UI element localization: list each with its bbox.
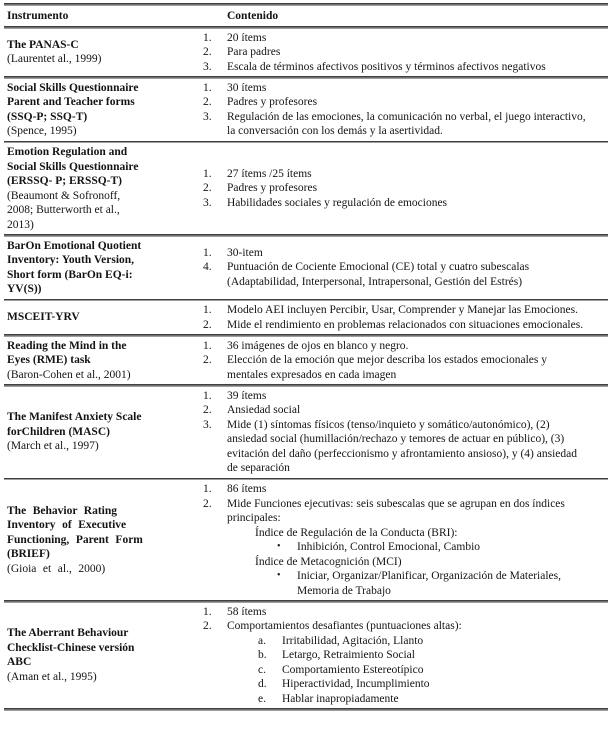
table-row xyxy=(4,29,608,77)
header-cell-contenido xyxy=(203,9,608,24)
content-item xyxy=(203,95,590,110)
sub-index-text: Índice de Metacognición (MCI) xyxy=(255,555,402,568)
sub-letter-marker: d. xyxy=(258,678,267,690)
instrument-name-line: MSCEIT-YRV xyxy=(7,311,80,324)
table-row xyxy=(4,480,608,600)
item-text: 27 ítems /25 ítems xyxy=(227,167,312,180)
table-row xyxy=(4,237,608,299)
instrument-name-line: Checklist-Chinese versión xyxy=(7,641,135,654)
instrument-cell xyxy=(4,504,203,577)
content-item xyxy=(203,60,590,75)
table-body xyxy=(4,26,608,711)
item-text: Mide Funciones ejecutivas: seis subescalas que se agrupan en dos índices principales: xyxy=(227,497,565,524)
sub-letter-marker: a. xyxy=(258,634,266,647)
sub-bullet-text: Inhibición, Control Emocional, Cambio xyxy=(297,541,481,553)
header-cell-instrumento xyxy=(4,9,203,24)
item-marker: 1. xyxy=(203,31,212,44)
item-text: 20 ítems xyxy=(227,31,267,44)
instrument-name-line: Social Skills Questionnaire xyxy=(7,81,139,94)
sub-letter-item xyxy=(258,663,590,678)
item-marker: 2. xyxy=(203,46,212,58)
instrument-cell xyxy=(4,38,203,67)
instrument-name-line: ABC xyxy=(7,656,32,669)
item-text: Regulación de las emociones, la comunicación no verbal, el juego interactivo, la conversación con los demás y la asertividad. xyxy=(227,110,586,137)
item-marker: 1. xyxy=(203,81,212,94)
content-cell xyxy=(203,31,608,75)
column-header-contenido: Contenido xyxy=(227,9,279,22)
table-row xyxy=(4,387,608,478)
content-item xyxy=(203,303,590,318)
instrument-name-line: Social Skills Questionnaire xyxy=(7,160,139,173)
instrument-name-line: Parent and Teacher forms xyxy=(7,96,135,108)
instrument-cell xyxy=(4,145,203,232)
item-marker: 3. xyxy=(203,418,212,431)
instrument-name-line: Inventory: Youth Version, xyxy=(7,254,135,266)
item-marker: 2. xyxy=(203,318,212,331)
content-item xyxy=(203,110,590,139)
instrument-name-line: The Aberrant Behaviour xyxy=(7,627,129,640)
content-item xyxy=(203,418,590,476)
content-cell xyxy=(203,246,608,290)
instrument-cell xyxy=(4,339,203,383)
content-item xyxy=(203,260,590,289)
instrument-name-line: BarOn Emotional Quotient xyxy=(7,239,142,252)
item-marker: 2. xyxy=(203,354,212,366)
content-cell xyxy=(203,482,608,598)
instrument-name-line: Eyes (RME) task xyxy=(7,354,91,366)
sub-letter-marker: b. xyxy=(258,649,267,661)
instrument-ref-line: (Spence, 1995) xyxy=(7,125,77,137)
item-text: Puntuación de Cociente Emocional (CE) total y cuatro subescalas (Adaptabilidad, Interpersonal, Intrapersonal, Gestión del Estrés) xyxy=(227,261,530,288)
item-marker: 3. xyxy=(203,110,212,123)
instrument-ref-line: (Beaumont & Sofronoff, xyxy=(7,189,121,202)
instrument-cell xyxy=(4,239,203,297)
instrument-ref-line: (Aman et al., 1995) xyxy=(7,670,97,683)
table-row xyxy=(4,337,608,385)
instrument-cell xyxy=(4,410,203,454)
item-marker: 1. xyxy=(203,605,212,618)
item-marker: 1. xyxy=(203,167,212,180)
sub-letter-text: Hablar inapropiadamente xyxy=(282,692,399,705)
item-text: 30 ítems xyxy=(227,81,267,94)
item-marker: 2. xyxy=(203,497,212,510)
table-row xyxy=(4,79,608,141)
instrument-name-line: The PANAS-C xyxy=(7,38,79,51)
instrument-name-line: The Manifest Anxiety Scale xyxy=(7,411,142,424)
item-marker: 2. xyxy=(203,620,212,632)
content-cell xyxy=(203,81,608,139)
content-item xyxy=(203,246,590,261)
item-text: Elección de la emoción que mejor describa los estados emocionales y mentales expresados en cada imagen xyxy=(227,354,547,381)
instruments-table xyxy=(4,3,608,711)
content-item xyxy=(203,497,590,526)
sub-letter-item xyxy=(258,648,590,663)
item-marker: 1. xyxy=(203,304,212,316)
content-item xyxy=(203,339,590,354)
instrument-name-line: (ERSSQ- P; ERSSQ-T) xyxy=(7,175,123,187)
sub-bullet-item xyxy=(277,569,590,598)
content-cell xyxy=(203,605,608,707)
item-text: Mide el rendimiento en problemas relacionados con situaciones emocionales. xyxy=(227,318,584,331)
content-cell xyxy=(203,389,608,476)
item-marker: 3. xyxy=(203,60,212,73)
item-text: Para padres xyxy=(227,46,281,58)
item-marker: 3. xyxy=(203,196,212,209)
item-marker: 1. xyxy=(203,246,212,259)
item-text: 58 ítems xyxy=(227,605,267,618)
instrument-name-line: (BRIEF) xyxy=(7,548,50,561)
sub-index-line xyxy=(255,526,590,541)
instrument-ref-line: 2008; Butterworth et al., xyxy=(7,204,120,216)
sub-letter-text: Letargo, Retraimiento Social xyxy=(282,649,415,661)
content-cell xyxy=(203,339,608,383)
item-text: Mide (1) síntomas físicos (tenso/inquieto y somático/autonómico), (2) ansiedad social (humillación/rechazo y temores de actuar en público), (3) evitación del daño (perfeccionismo y afrontamiento ansioso), y (4) ansiedad de separación xyxy=(227,418,577,474)
item-marker: 2. xyxy=(203,404,212,416)
instrument-ref-line: (Gioia et al., 2000) xyxy=(7,562,106,575)
sub-letter-marker: e. xyxy=(258,692,266,705)
instrument-name-line: (SSQ-P; SSQ-T) xyxy=(7,110,88,123)
row-divider xyxy=(4,708,608,711)
item-text: Escala de términos afectivos positivos y términos afectivos negativos xyxy=(227,60,546,73)
item-marker: 1. xyxy=(203,389,212,402)
instrument-cell xyxy=(4,310,203,325)
table-row xyxy=(4,143,608,234)
instrument-name-line: Inventory of Executive xyxy=(7,519,127,532)
sub-index-text: Índice de Regulación de la Conducta (BRI): xyxy=(255,526,458,539)
content-item xyxy=(203,81,590,96)
item-text: Habilidades sociales y regulación de emociones xyxy=(227,196,448,209)
instrument-name-line: YV(S)) xyxy=(7,283,42,295)
item-text: Ansiedad social xyxy=(227,404,301,416)
sub-letter-text: Comportamiento Estereotípico xyxy=(282,663,424,676)
content-item xyxy=(203,318,590,333)
sub-letter-item xyxy=(258,692,590,707)
instrument-ref-line: (March et al., 1997) xyxy=(7,440,99,453)
item-marker: 1. xyxy=(203,483,212,495)
instrument-name-line: The Behavior Rating xyxy=(7,504,118,517)
item-text: Padres y profesores xyxy=(227,96,318,108)
sub-letter-text: Hiperactividad, Incumplimiento xyxy=(282,678,430,690)
instrument-ref-line: (Laurentet al., 1999) xyxy=(7,53,102,66)
table-header-row xyxy=(4,6,608,27)
item-marker: 2. xyxy=(203,182,212,195)
content-item xyxy=(203,167,590,182)
content-item xyxy=(203,619,590,634)
content-item xyxy=(203,482,590,497)
content-item xyxy=(203,181,590,196)
sub-bullet-text: Iniciar, Organizar/Planificar, Organización de Materiales, Memoria de Trabajo xyxy=(297,570,561,597)
instrument-name-line: Functioning, Parent Form xyxy=(7,533,143,546)
content-item xyxy=(203,45,590,60)
item-text: 30-item xyxy=(227,246,263,259)
sub-letter-item xyxy=(258,677,590,692)
bullet-icon: • xyxy=(277,570,281,581)
bullet-icon: • xyxy=(277,541,281,552)
instrument-cell xyxy=(4,626,203,684)
instrument-name-line: Short form (BarOn EQ-i: xyxy=(7,268,133,281)
sub-letter-item xyxy=(258,634,590,649)
item-marker: 4. xyxy=(203,261,212,274)
column-header-instrumento: Instrumento xyxy=(7,9,69,22)
content-cell xyxy=(203,167,608,211)
sub-bullet-item xyxy=(277,540,590,555)
table-row xyxy=(4,301,608,334)
sub-index-line xyxy=(255,555,590,570)
item-marker: 2. xyxy=(203,96,212,108)
sub-letter-marker: c. xyxy=(258,663,266,676)
content-item xyxy=(203,31,590,46)
content-item xyxy=(203,353,590,382)
sub-letter-text: Irritabilidad, Agitación, Llanto xyxy=(282,634,424,647)
content-cell xyxy=(203,303,608,332)
instrument-name-line: Emotion Regulation and xyxy=(7,146,128,158)
item-text: 39 ítems xyxy=(227,389,267,402)
item-text: Comportamientos desafiantes (puntuaciones altas): xyxy=(227,620,462,632)
item-text: 86 ítems xyxy=(227,483,267,495)
content-item xyxy=(203,403,590,418)
instrument-cell xyxy=(4,81,203,139)
content-item xyxy=(203,605,590,620)
instrument-name-line: forChildren (MASC) xyxy=(7,425,110,438)
content-item xyxy=(203,389,590,404)
item-text: 36 imágenes de ojos en blanco y negro. xyxy=(227,339,409,352)
content-item xyxy=(203,196,590,211)
instrument-name-line: Reading the Mind in the xyxy=(7,339,127,352)
table-row xyxy=(4,603,608,709)
instrument-ref-line: (Baron-Cohen et al., 2001) xyxy=(7,368,131,381)
item-text: Modelo AEI incluyen Percibir, Usar, Comprender y Manejar las Emociones. xyxy=(227,304,579,316)
item-marker: 1. xyxy=(203,339,212,352)
instrument-ref-line: 2013) xyxy=(7,218,34,231)
item-text: Padres y profesores xyxy=(227,182,318,195)
